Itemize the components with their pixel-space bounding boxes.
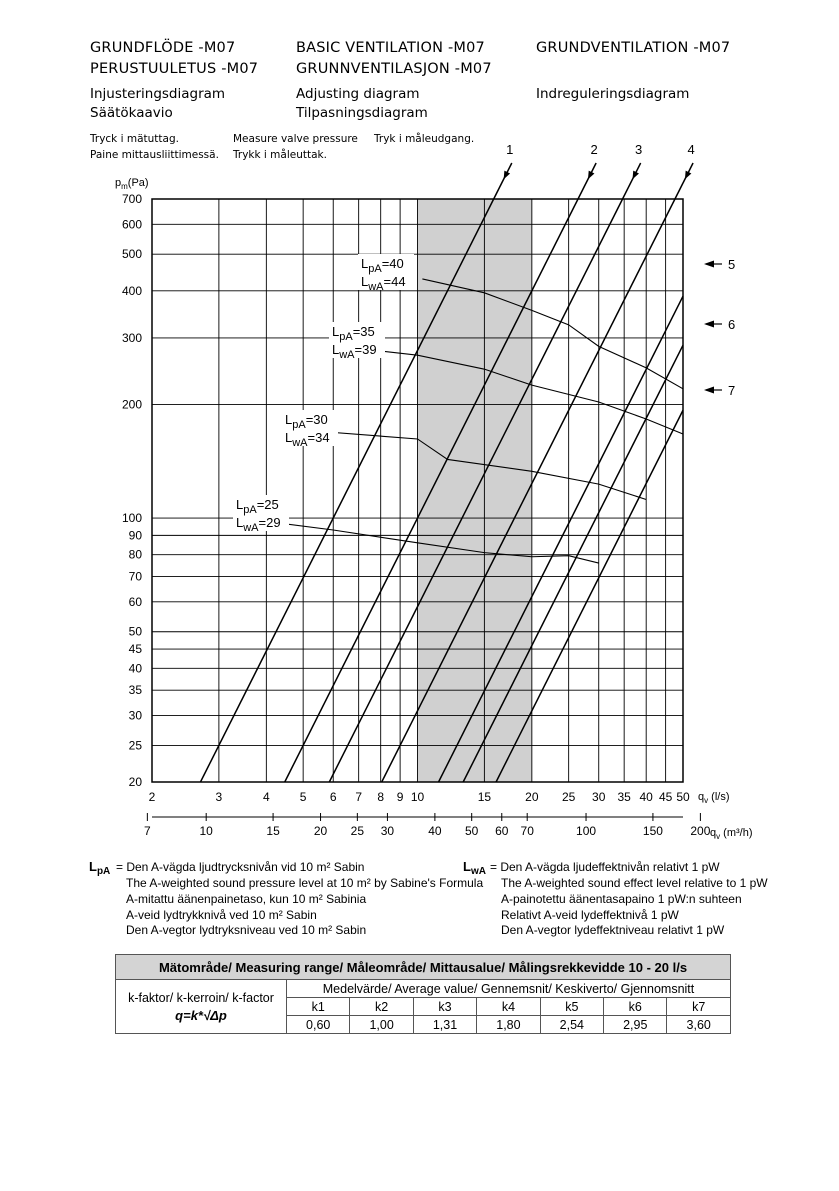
sound-label-lwa: $L_{wA}=39$ bbox=[332, 342, 377, 361]
lwa-symbol: L bbox=[463, 859, 471, 874]
damper-label-1: 1 bbox=[506, 142, 514, 157]
title-eng: BASIC VENTILATION -M07 bbox=[296, 40, 485, 56]
lwa-subscript: wA bbox=[470, 866, 486, 877]
y-axis-label: $p_m(Pa)$ bbox=[115, 177, 149, 191]
damper-label-7: 7 bbox=[728, 383, 736, 398]
y-tick-label: 600 bbox=[121, 217, 142, 232]
x-tick-label: 9 bbox=[396, 790, 404, 804]
sound-label-lpa: $L_{pA}=25$ bbox=[236, 497, 279, 516]
x-tick-label: 30 bbox=[592, 790, 606, 804]
measuring-range-band bbox=[418, 199, 532, 782]
damper-label-3: 3 bbox=[635, 142, 643, 157]
damper-arrow-line bbox=[623, 163, 641, 199]
subtitle-eng: Adjusting diagram bbox=[296, 86, 420, 102]
damper-arrowhead bbox=[633, 171, 639, 180]
lwa-line-3: A-painotettu äänentasapaino 1 pW:n suhteen bbox=[501, 892, 742, 906]
y-tick-label: 500 bbox=[121, 247, 142, 262]
lpa-line-5: Den A-vegtor lydtryksniveau ved 10 m² Sabin bbox=[126, 923, 367, 937]
x-tick-label: 6 bbox=[329, 790, 337, 804]
y-tick-label: 20 bbox=[128, 775, 142, 789]
m3h-tick-label: 30 bbox=[380, 824, 395, 838]
lwa-line-4: Relativt A-veid lydeffektnivå 1 pW bbox=[501, 908, 679, 922]
damper-arrowhead bbox=[504, 171, 510, 180]
m3h-tick-label: 50 bbox=[465, 824, 479, 838]
y-tick-label: 60 bbox=[128, 594, 142, 609]
title-swe: GRUNDFLÖDE -M07 bbox=[90, 40, 236, 56]
x-tick-label: 50 bbox=[676, 790, 690, 804]
m3h-tick-label: 150 bbox=[642, 824, 663, 838]
k-header: k3 bbox=[413, 998, 476, 1016]
title-nor: GRUNNVENTILASJON -M07 bbox=[296, 61, 492, 77]
lwa-line-2: The A-weighted sound effect level relative to 1 pW bbox=[501, 876, 768, 890]
x-tick-label: 3 bbox=[215, 790, 223, 804]
k-header: k7 bbox=[667, 998, 731, 1016]
note-swe: Tryck i mätuttag. bbox=[90, 133, 179, 145]
damper-label-4: 4 bbox=[687, 142, 695, 157]
damper-arrowhead bbox=[685, 171, 691, 180]
sound-label-lwa: $L_{wA}=29$ bbox=[236, 515, 281, 534]
lpa-line-4: A-veid lydtrykknivå ved 10 m² Sabin bbox=[126, 908, 317, 922]
x-tick-label: 7 bbox=[355, 790, 363, 804]
k-header: k1 bbox=[287, 998, 350, 1016]
m3h-tick-label: 100 bbox=[576, 824, 597, 838]
x-tick-label: 4 bbox=[263, 790, 270, 804]
k-value: 2,54 bbox=[540, 1016, 603, 1034]
k-value: 2,95 bbox=[604, 1016, 667, 1034]
m3h-tick-label: 20 bbox=[313, 824, 328, 838]
y-tick-label: 30 bbox=[128, 708, 142, 723]
range-table-title: Mätområde/ Measuring range/ Måleområde/ Mittausalue/ Målingsrekkevidde 10 - 20 l/s bbox=[116, 955, 731, 980]
lpa-subscript: pA bbox=[96, 866, 111, 877]
y-tick-label: 40 bbox=[128, 661, 142, 676]
y-tick-label: 300 bbox=[121, 330, 142, 345]
k-value: 1,00 bbox=[350, 1016, 413, 1034]
y-tick-label: 200 bbox=[121, 397, 142, 412]
damper-label-2: 2 bbox=[590, 142, 598, 157]
k-header: k4 bbox=[477, 998, 540, 1016]
subtitle-swe: Injusteringsdiagram bbox=[90, 86, 226, 102]
k-value: 0,60 bbox=[287, 1016, 350, 1034]
sound-label-lpa: $L_{pA}=35$ bbox=[332, 324, 375, 343]
x-tick-label: 20 bbox=[525, 790, 539, 804]
damper-arrowhead bbox=[588, 171, 594, 180]
k-value: 1,80 bbox=[477, 1016, 540, 1034]
lpa-line-3: A-mitattu äänenpainetaso, kun 10 m² Sabinia bbox=[126, 892, 367, 906]
y-tick-label: 35 bbox=[128, 683, 142, 698]
x-tick-label: 10 bbox=[410, 790, 425, 804]
note-fin: Paine mittausliittimessä. bbox=[90, 149, 219, 161]
y-tick-label: 90 bbox=[128, 528, 142, 543]
m3h-tick-label: 7 bbox=[144, 824, 151, 838]
k-factor-cell bbox=[116, 980, 287, 1034]
m3h-tick-label: 200 bbox=[690, 824, 711, 838]
lwa-line-5: Den A-vegtor lydeffektniveau relativt 1 pW bbox=[501, 923, 725, 937]
x-tick-label: 2 bbox=[148, 790, 156, 804]
x-tick-label: 25 bbox=[561, 790, 576, 804]
sound-label-lwa: $L_{wA}=44$ bbox=[361, 274, 406, 293]
y-tick-label: 80 bbox=[128, 547, 142, 562]
damper-arrow-line bbox=[675, 163, 693, 199]
x-tick-label: 45 bbox=[658, 790, 673, 804]
y-tick-label: 700 bbox=[121, 192, 142, 206]
note-dan: Tryk i måleudgang. bbox=[374, 133, 475, 145]
damper-side-arrowhead bbox=[704, 261, 714, 268]
subtitle-fin: Säätökaavio bbox=[90, 105, 173, 121]
m3h-tick-label: 40 bbox=[428, 824, 442, 838]
subtitle-nor: Tilpasningsdiagram bbox=[296, 105, 428, 121]
lpa-symbol: L bbox=[89, 859, 97, 874]
m3h-tick-label: 70 bbox=[520, 824, 534, 838]
k-value: 1,31 bbox=[413, 1016, 476, 1034]
k-header: k5 bbox=[540, 998, 603, 1016]
k-value: 3,60 bbox=[667, 1016, 731, 1034]
x-tick-label: 15 bbox=[477, 790, 492, 804]
average-value-label: Medelvärde/ Average value/ Gennemsnit/ Keskiverto/ Gjennomsnitt bbox=[287, 980, 731, 998]
title-fin: PERUSTUULETUS -M07 bbox=[90, 61, 259, 77]
sound-label-lpa: $L_{pA}=40$ bbox=[361, 256, 404, 275]
k-factor-label: k-faktor/ k-kerroin/ k-factor bbox=[128, 990, 274, 1005]
y-tick-label: 70 bbox=[128, 569, 142, 584]
damper-arrow-line bbox=[578, 163, 596, 199]
x-tick-label: 5 bbox=[299, 790, 307, 804]
k-header: k6 bbox=[604, 998, 667, 1016]
lpa-line-2: The A-weighted sound pressure level at 10 m² by Sabine's Formula bbox=[126, 876, 484, 890]
x-tick-label: 35 bbox=[617, 790, 631, 804]
y-tick-label: 100 bbox=[121, 511, 142, 526]
sound-label-lwa: $L_{wA}=34$ bbox=[285, 430, 330, 449]
k-factor-formula: q=k*√Δp bbox=[175, 1007, 227, 1023]
measuring-range-table bbox=[115, 954, 731, 1034]
m3h-tick-label: 15 bbox=[266, 824, 280, 838]
note-nor: Trykk i måleuttak. bbox=[233, 149, 327, 161]
lwa-line-1: = Den A-vägda ljudeffektnivån relativt 1 pW bbox=[490, 860, 720, 874]
y-tick-label: 400 bbox=[121, 283, 142, 298]
damper-side-arrowhead bbox=[704, 387, 714, 394]
y-tick-label: 25 bbox=[128, 738, 142, 753]
k-header: k2 bbox=[350, 998, 413, 1016]
damper-label-6: 6 bbox=[728, 317, 736, 332]
damper-arrow-line bbox=[494, 163, 512, 199]
y-tick-label: 45 bbox=[128, 642, 142, 657]
sound-label-lpa: $L_{pA}=30$ bbox=[285, 412, 328, 431]
x-axis-label-m3h: $q_v$ (m³/h) bbox=[710, 827, 753, 841]
m3h-tick-label: 60 bbox=[495, 824, 509, 838]
damper-label-5: 5 bbox=[728, 257, 736, 272]
x-tick-label: 8 bbox=[377, 790, 385, 804]
x-axis-label-ls: $q_v$ (l/s) bbox=[698, 791, 730, 805]
lpa-line-1: = Den A-vägda ljudtrycksnivån vid 10 m² Sabin bbox=[116, 860, 365, 874]
title-dan: GRUNDVENTILATION -M07 bbox=[536, 40, 731, 56]
note-eng: Measure valve pressure bbox=[233, 133, 358, 145]
subtitle-dan: Indreguleringsdiagram bbox=[536, 86, 690, 102]
x-tick-label: 40 bbox=[639, 790, 653, 804]
damper-side-arrowhead bbox=[704, 321, 714, 328]
y-tick-label: 50 bbox=[128, 624, 142, 639]
m3h-tick-label: 25 bbox=[350, 824, 365, 838]
m3h-tick-label: 10 bbox=[199, 824, 213, 838]
